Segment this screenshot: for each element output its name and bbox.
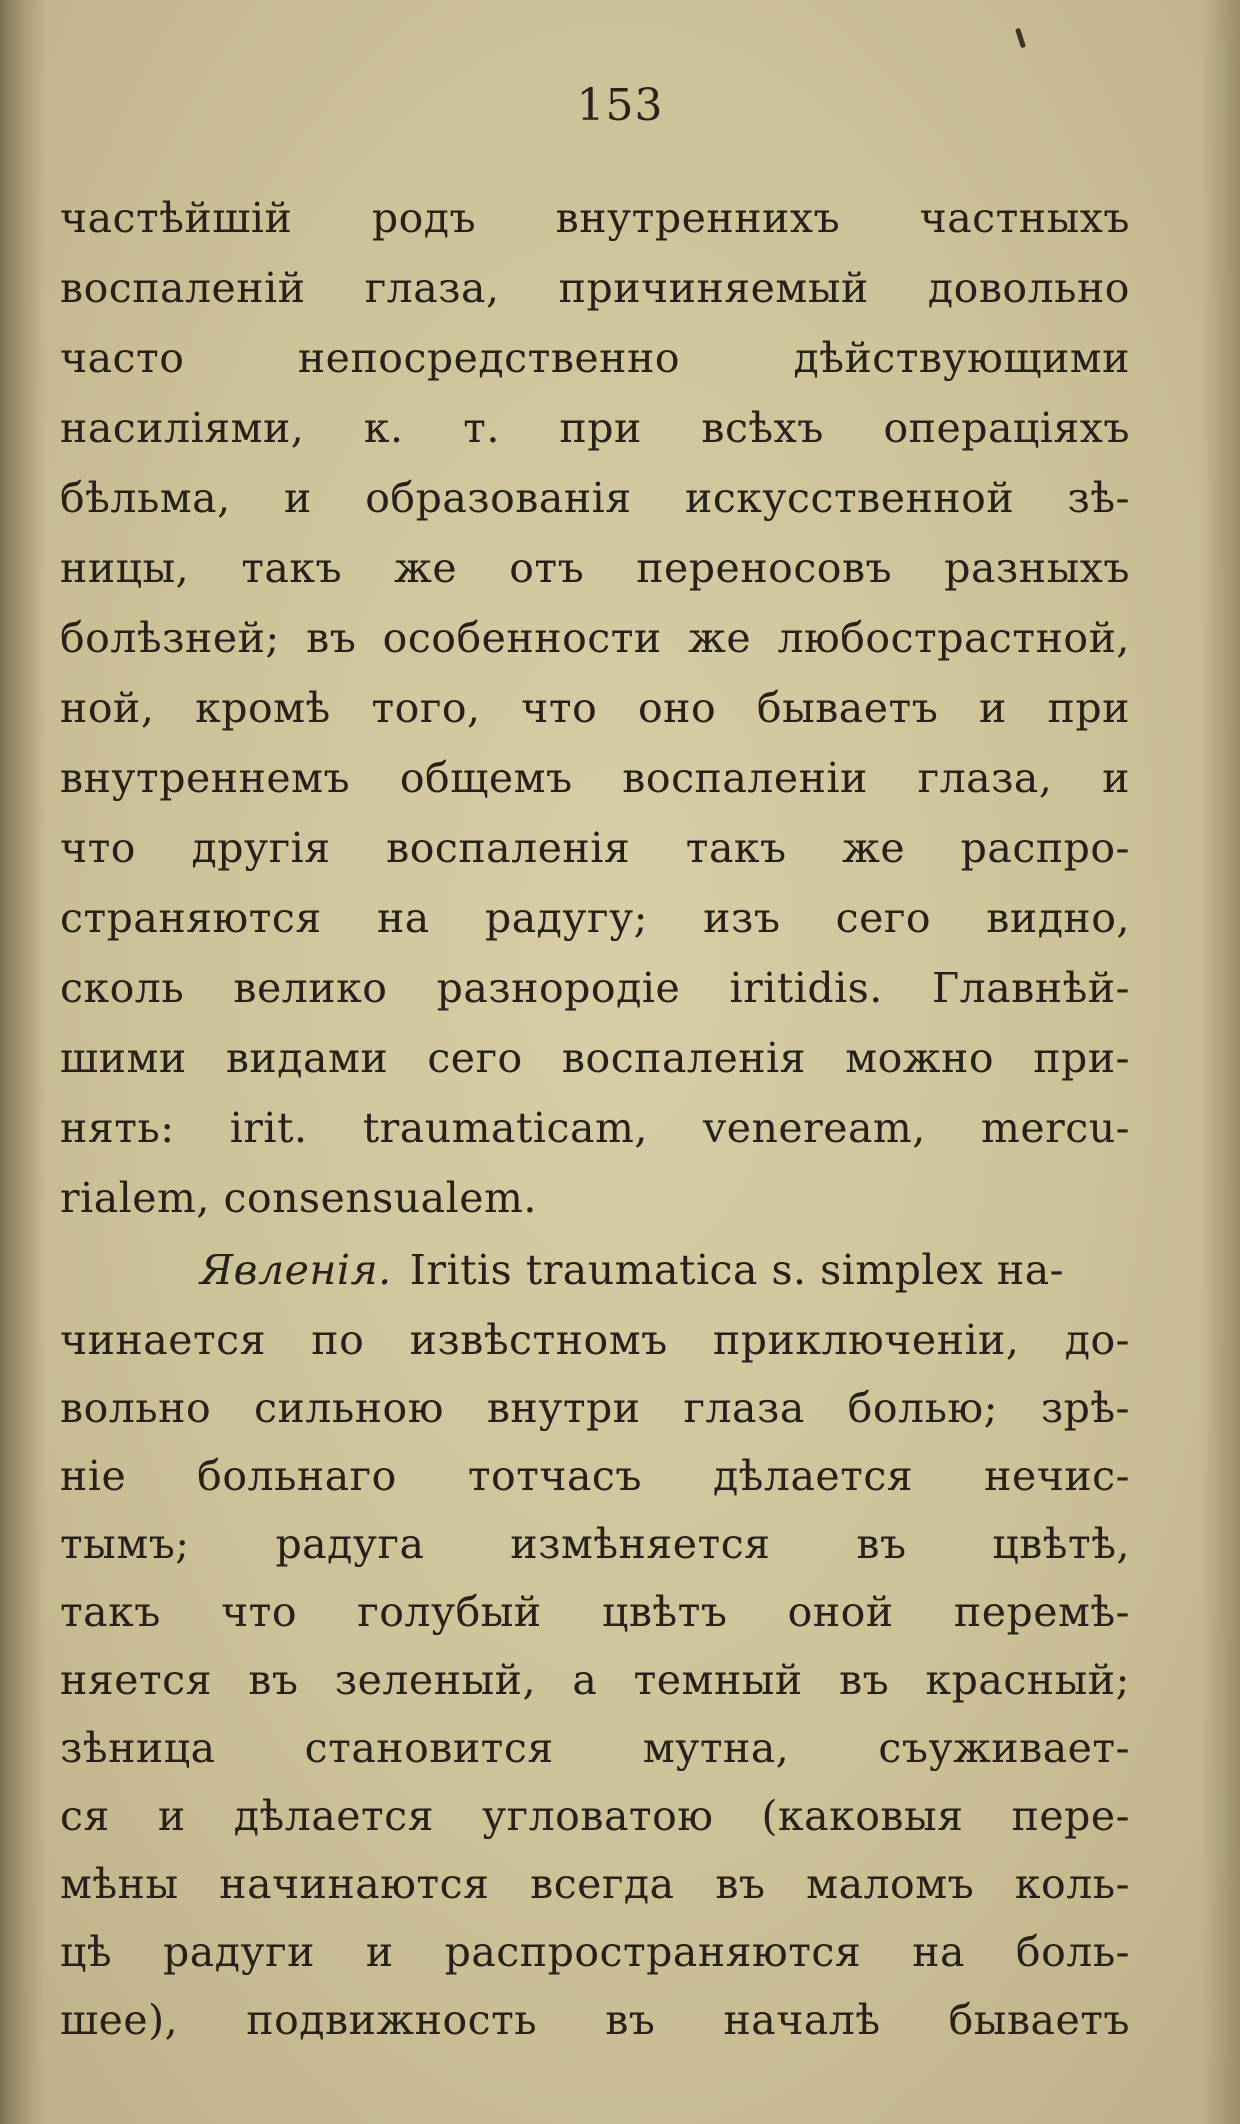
word: началѣ	[723, 1996, 881, 2044]
word: до-	[1064, 1316, 1130, 1364]
word: т.	[463, 404, 500, 452]
word: распространяются	[444, 1928, 862, 1976]
word: зрѣ-	[1040, 1384, 1130, 1432]
word: что	[221, 1588, 298, 1636]
word: кромѣ	[195, 684, 331, 732]
word: искусственной	[685, 474, 1015, 522]
word: ной,	[60, 684, 155, 732]
text-line	[60, 816, 1130, 880]
word: подвижность	[246, 1996, 538, 2044]
word: дѣлается	[712, 1452, 914, 1500]
word: дѣлается	[233, 1792, 434, 1840]
word: воспаленія	[561, 1034, 807, 1082]
word: отъ	[509, 544, 585, 592]
word: въ	[306, 614, 357, 662]
word: по	[311, 1316, 365, 1364]
text-line	[60, 1648, 1130, 1712]
text-line	[60, 1716, 1130, 1780]
word: воспаленій	[60, 264, 306, 312]
word: шими	[60, 1034, 187, 1082]
word: зѣница	[60, 1724, 216, 1772]
word: приключеніи,	[712, 1316, 1020, 1364]
word: (каковыя	[761, 1792, 964, 1840]
word: Главнѣй-	[932, 964, 1130, 1012]
word: частныхъ	[919, 194, 1130, 242]
edge-shadow	[1200, 0, 1240, 2124]
word: того,	[371, 684, 481, 732]
word: оно	[637, 684, 717, 732]
word: внутреннемъ	[60, 754, 351, 802]
word: образованія	[365, 474, 632, 522]
word: глаза,	[364, 264, 500, 312]
word: въ	[715, 1860, 766, 1908]
word: mercu-	[981, 1104, 1130, 1152]
text-line: rialem, consensualem.	[60, 1174, 537, 1222]
word: общемъ	[399, 754, 573, 802]
word: угловатою	[482, 1792, 714, 1840]
word: непосредственно	[297, 334, 681, 382]
word: оной	[787, 1588, 894, 1636]
text-line	[60, 1920, 1130, 1984]
section-lead: Явленія.	[200, 1246, 392, 1294]
text-line	[60, 1308, 1130, 1372]
text-line	[60, 1852, 1130, 1916]
word: пере-	[1011, 1792, 1130, 1840]
word: цвѣтѣ,	[992, 1520, 1130, 1568]
text-span: Iritis traumatica s. simplex на-	[409, 1246, 1065, 1294]
text-line	[60, 1512, 1130, 1576]
word: такъ	[60, 1588, 161, 1636]
word: воспаленіи	[622, 754, 868, 802]
ink-speck	[1015, 28, 1026, 49]
word: видно,	[986, 894, 1130, 942]
word: радуги	[163, 1928, 315, 1976]
word: родъ	[371, 194, 477, 242]
word: чинается	[60, 1316, 266, 1364]
word: больнаго	[197, 1452, 397, 1500]
text-line	[60, 676, 1130, 740]
word: что	[60, 824, 136, 872]
text-line	[60, 466, 1130, 530]
word: бываетъ	[948, 1996, 1130, 2044]
text-line	[60, 1988, 1130, 2052]
word: радугу;	[484, 894, 648, 942]
word: можно	[845, 1034, 995, 1082]
word: и	[365, 1928, 394, 1976]
word: мутна,	[642, 1724, 790, 1772]
word: воспаленія	[386, 824, 631, 872]
word: а	[572, 1656, 598, 1704]
word: такъ	[685, 824, 787, 872]
page-number: 153	[576, 80, 664, 131]
word: распро-	[960, 824, 1130, 872]
word: сего	[835, 894, 932, 942]
word: же	[394, 544, 458, 592]
word: частѣйшій	[60, 194, 293, 242]
word: ся	[60, 1792, 110, 1840]
word: ницы,	[60, 544, 190, 592]
word: же	[688, 614, 752, 662]
text-line	[60, 746, 1130, 810]
word: шее),	[60, 1996, 179, 2044]
text-line	[60, 186, 1130, 250]
word: маломъ	[806, 1860, 975, 1908]
word: всегда	[530, 1860, 675, 1908]
text-line	[60, 326, 1130, 390]
word: измѣняется	[510, 1520, 771, 1568]
word: при	[559, 404, 642, 452]
text-line	[60, 956, 1130, 1020]
word: съуживает-	[878, 1724, 1130, 1772]
word: же	[842, 824, 906, 872]
word: бываетъ	[756, 684, 939, 732]
word: извѣстномъ	[409, 1316, 668, 1364]
word: внутри	[486, 1384, 641, 1432]
word: мѣны	[60, 1860, 179, 1908]
word: сего	[427, 1034, 523, 1082]
word: что	[521, 684, 598, 732]
word: перемѣ-	[953, 1588, 1130, 1636]
word: цѣ	[60, 1928, 113, 1976]
word: красный;	[925, 1656, 1130, 1704]
word: зѣ-	[1067, 474, 1130, 522]
word: сильною	[254, 1384, 444, 1432]
word: вольно	[60, 1384, 212, 1432]
word: начинаются	[219, 1860, 490, 1908]
text-line	[60, 1376, 1130, 1440]
word: на	[376, 894, 430, 942]
word: тымъ;	[60, 1520, 190, 1568]
text-line-lead	[60, 1238, 1130, 1302]
word: становится	[304, 1724, 554, 1772]
word: veneream,	[703, 1104, 926, 1152]
word: няется	[60, 1656, 212, 1704]
word: голубый	[357, 1588, 542, 1636]
word: и	[1102, 754, 1130, 802]
text-line	[60, 256, 1130, 320]
word: любострастной,	[777, 614, 1130, 662]
word: на	[912, 1928, 965, 1976]
word: тотчасъ	[467, 1452, 642, 1500]
word: такъ	[241, 544, 343, 592]
text-line	[60, 1026, 1130, 1090]
word: довольно	[927, 264, 1130, 312]
word: дѣйствующими	[793, 334, 1130, 382]
word: iritidis.	[729, 964, 883, 1012]
word: и	[157, 1792, 186, 1840]
word: при-	[1033, 1034, 1130, 1082]
word: к.	[363, 404, 404, 452]
word: насиліями,	[60, 404, 305, 452]
binding-shadow	[0, 0, 46, 2124]
word: ніе	[60, 1452, 127, 1500]
word: глаза,	[917, 754, 1053, 802]
word: и	[284, 474, 312, 522]
word: въ	[856, 1520, 907, 1568]
word: страняются	[60, 894, 322, 942]
text-line	[60, 1784, 1130, 1848]
text-line	[60, 1096, 1130, 1160]
word: операціяхъ	[883, 404, 1130, 452]
word: цвѣтъ	[601, 1588, 728, 1636]
word: всѣхъ	[701, 404, 824, 452]
word: нечис-	[984, 1452, 1130, 1500]
word: изъ	[703, 894, 781, 942]
word: въ	[839, 1656, 890, 1704]
word: зеленый,	[334, 1656, 537, 1704]
word: другія	[191, 824, 331, 872]
word: темный	[633, 1656, 803, 1704]
word: irit.	[229, 1104, 308, 1152]
word: внутреннихъ	[555, 194, 841, 242]
text-line	[60, 606, 1130, 670]
word: велико	[233, 964, 388, 1012]
word: разныхъ	[944, 544, 1130, 592]
word: сколь	[60, 964, 185, 1012]
word: разнородіе	[436, 964, 681, 1012]
word: причиняемый	[558, 264, 869, 312]
word: радуга	[275, 1520, 425, 1568]
word: бѣльма,	[60, 474, 231, 522]
text-line	[60, 886, 1130, 950]
word: особенности	[382, 614, 662, 662]
word: болью;	[847, 1384, 998, 1432]
word: и	[979, 684, 1007, 732]
text-line	[60, 396, 1130, 460]
word: переносовъ	[636, 544, 893, 592]
text-line	[60, 536, 1130, 600]
word: въ	[605, 1996, 656, 2044]
word: при	[1047, 684, 1130, 732]
word: коль-	[1014, 1860, 1130, 1908]
word: нять:	[60, 1104, 175, 1152]
word: часто	[60, 334, 185, 382]
word: глаза	[683, 1384, 805, 1432]
text-line	[60, 1580, 1130, 1644]
text-line	[60, 1444, 1130, 1508]
word: болѣзней;	[60, 614, 280, 662]
word: въ	[248, 1656, 299, 1704]
word: видами	[225, 1034, 389, 1082]
word: traumaticam,	[362, 1104, 648, 1152]
word: боль-	[1015, 1928, 1130, 1976]
